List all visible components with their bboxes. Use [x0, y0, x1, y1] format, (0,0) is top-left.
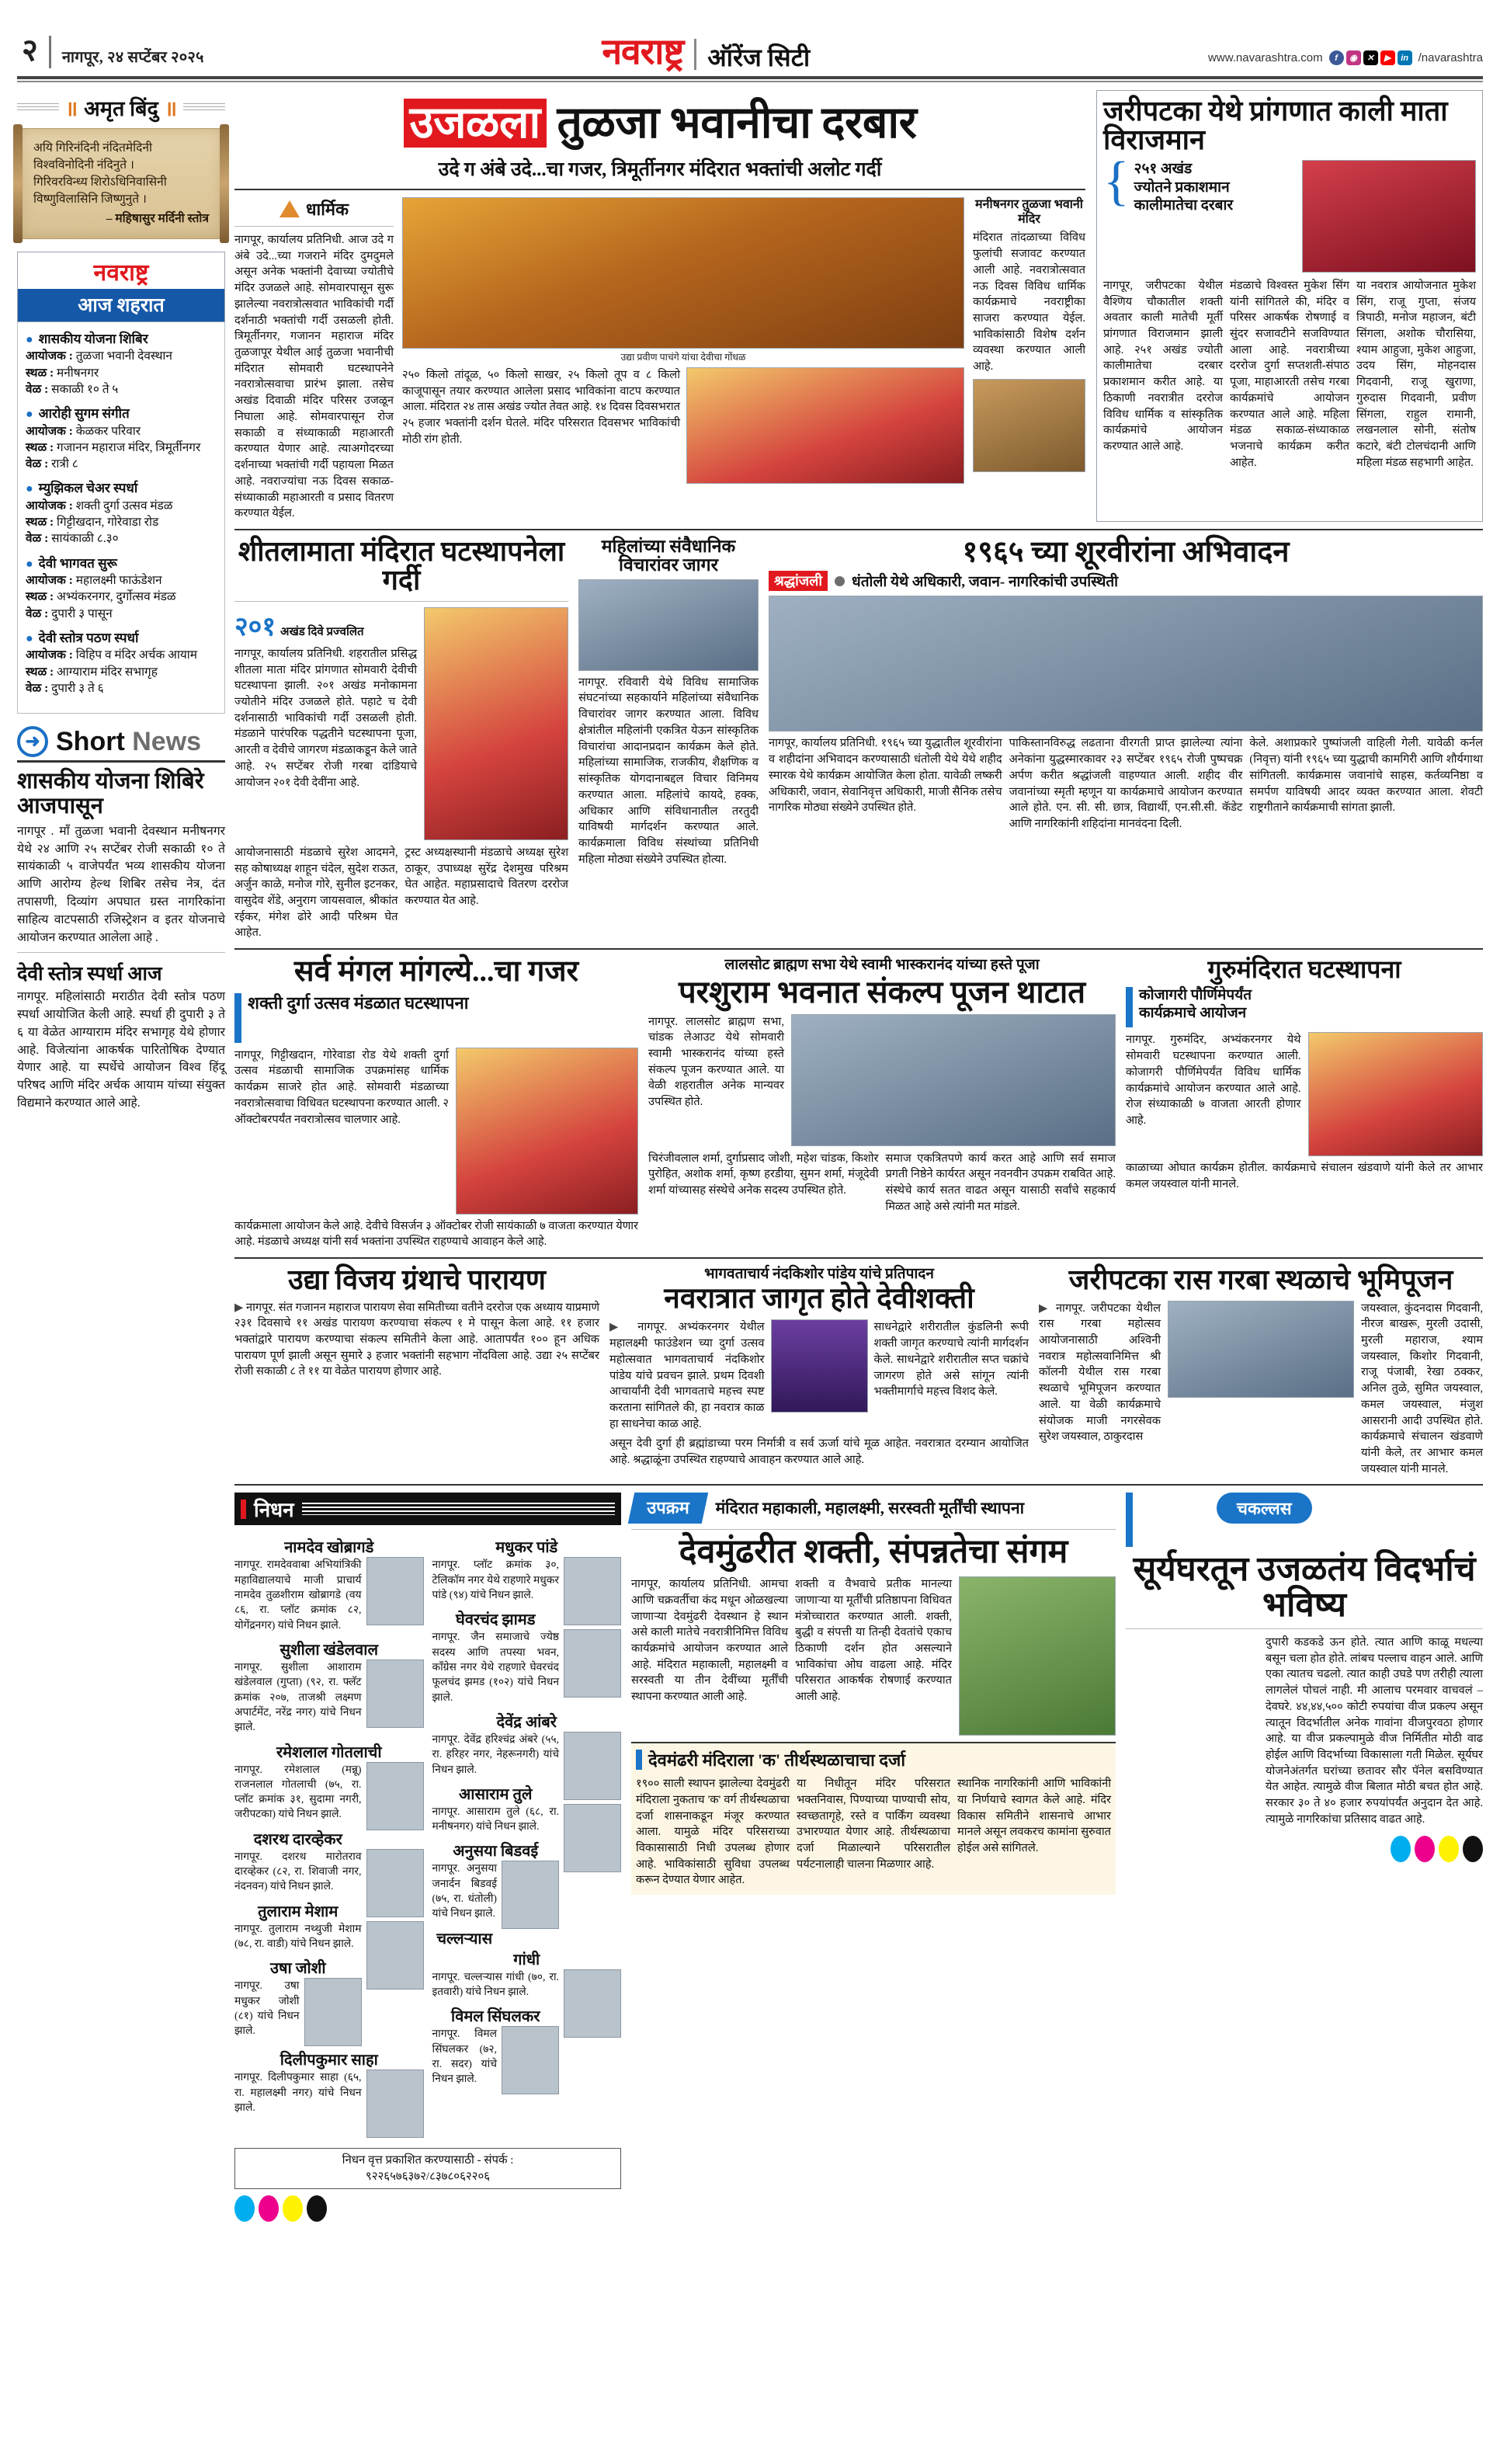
cmyk-registration-marks-right	[1126, 1836, 1483, 1862]
yellow-mark-icon	[283, 2195, 303, 2222]
brace-icon: {	[1103, 151, 1130, 211]
dateline: नागपूर, २४ सप्टेंबर २०२५	[61, 49, 204, 66]
sheetla-body-col3: ट्रस्ट अध्यक्षस्थानी मंडळाचे अध्यक्ष सुरेश ठाकूर, उपाध्यक्ष सुरेंद्र देशमुख परिश्रम घेत आहेत. महाप्रसादाचे वितरण दररोज करण्यात येत आहे.	[405, 846, 568, 907]
obituary-name: विमल सिंघलकर	[451, 2008, 540, 2026]
event-title: आरोही सुगम संगीत	[38, 406, 130, 422]
nidhan-title: निधन	[254, 1499, 294, 1522]
kali-kicker-2: ज्योतने प्रकाशमान	[1134, 179, 1230, 196]
obituary-text: नागपूर. प्लॉट क्रमांक ३०, टेलिकॉम नगर येथे राहणारे मधुकर पांडे (९४) यांचे निधन झाले.	[432, 1559, 559, 1601]
obituary-name: उषा जोशी	[270, 1960, 326, 1978]
upakram-tab-label: उपक्रम	[647, 1498, 689, 1518]
obituary-text: नागपूर. दशरथ मारोतराव दारव्हेकर (८२, रा. शिवाजी नगर, नंदनवन) यांचे निधन झाले.	[234, 1850, 362, 1892]
masthead-rule-thin	[17, 81, 1483, 82]
devishakti-photo	[771, 1319, 868, 1413]
today-city-header	[17, 252, 225, 322]
accent-bar	[1126, 987, 1133, 1027]
obituary-name: चल्लऱ्यास गांधी	[436, 1930, 540, 1969]
social-icons	[1329, 50, 1412, 65]
amrit-bindu-scroll	[19, 128, 224, 239]
granth-headline: उद्या विजय ग्रंथाचे पारायण	[288, 1264, 546, 1296]
organizer-value: तुळजा भवानी देवस्थान	[75, 349, 172, 363]
shakti-story	[234, 957, 638, 1250]
chakallas-body: दुपारी कडकडे ऊन होते. त्यात आणि काळू मधल्या बसून चला होत होते. लांबच पल्लाच वाहन आले. आणि एका त्यातच चढलो. त्यात काही उघडे पण तरीही त्याला लागलेलं पोचलं नाही. मी आलाच परमवार वाचवलं – देवघरे. ४४,४४,५०० कोटी रुपयांचा वीज प्रकल्प असून त्यातून विदर्भातील अनेक गावांना वीजपुरवठा होणार आहे. या वीज प्रकल्पामुळे वीज निर्मितीत मोठी वाढ होईल आणि विदर्भाच्या विकासाला गती मिळेल. सूर्यघर योजनेअंतर्गत घरांच्या छतावर सौर पॅनेल बसविण्यात येत आहेत. त्यामुळे वीज बिलात मोठी बचत होत आहे. सरकार ३० ते ४० हजार रुपयांपर्यंत अनुदान देत आहे. त्यामुळे नागरिकांचा प्रतिसाद वाढत आहे.	[1266, 1635, 1483, 1826]
cyan-mark-icon	[1391, 1836, 1411, 1862]
granth-body: नागपूर. संत गजानन महाराज पारायण सेवा समितीच्या वतीने दररोज एक अध्याय याप्रमाणे २३१ दिवसाचे ११ अखंड पारायण करण्याचा संकल्प १ मे पासून केला आहे. ११ हजार भक्तांद्वारे पारायण करण्याचा संकल्प समितीने केला आहे. आतापर्यंत १०० हून अधिक पारायण पूर्ण झाली असून सुमारे ३ हजार भक्तांनी सहभाग नोंदविला आहे. उद्या २५ सप्टेंबर रोजी सकाळी ८ ते ११ या वेळेत पारायण होणार आहे.	[234, 1301, 599, 1378]
obituary-name: देवेंद्र आंबरे	[496, 1713, 557, 1731]
time-label: वेळ :	[26, 532, 49, 546]
bullet-icon: ●	[26, 482, 33, 496]
shakti-photo	[456, 1048, 638, 1215]
garba-body-col2: जयस्वाल, कुंदनदास गिदवानी, नीरज बाखरू, मुरली उदासी, मुरली महाराज, श्याम जयस्वाल, किशोर गिदवानी, राजू पंजाबी, रेखा ठक्कर, अनिल तुळे, सुमित जयस्वाल, कमल जयस्वाल, मंजुश आसरानी आदी उपस्थित होते. कार्यक्रमाचे संचालन खंडवाणे यांनी केले, तर आभार कमल जयस्वाल यांनी मानले.	[1361, 1302, 1483, 1475]
upakram-sub-body-col2: या निधीतून मंदिर परिसरात भक्तनिवास, पिण्याच्या पाण्याची सोय, स्वच्छतागृहे, रस्ते व पार्किंग व्यवस्था उभारण्यात येणार आहे. तीर्थस्थळाचा दर्जा मिळाल्याने परिसरातील पर्यटनालाही चालना मिळणार आहे.	[797, 1778, 950, 1871]
obituary-text: नागपूर. उषा मधुकर जोशी (८१) यांचे निधन झाले.	[234, 1979, 300, 2037]
shraddhanjali-badge: श्रद्धांजली	[769, 571, 828, 591]
obituary-name: आसाराम तुले	[459, 1785, 533, 1803]
section-tag	[234, 197, 394, 221]
upakram-sub-body-col1: १९०० साली स्थापन झालेल्या देवमुंढरी मंदिराला नुकताच 'क' वर्ग तीर्थस्थळाचा दर्जा शासनाकडून मंजूर करण्यात आला. यामुळे मंदिर परिसराच्या विकासासाठी निधी उपलब्ध होणार आहे. भाविकांसाठी सुविधा उपलब्ध करून देण्यात येणार आहेत.	[636, 1778, 790, 1887]
obituary-name: नामदेव खोब्रागडे	[284, 1539, 374, 1557]
section-tag-label: धार्मिक	[306, 200, 349, 219]
upakram-body-col2: शक्ती व वैभवाचे प्रतीक मानल्या जाणाऱ्या या मूर्तींची प्रतिष्ठापना विधिवत मंत्रोच्चारात करण्यात आली. शक्ती, बुद्धी व संपत्ती या तिन्ही देवतांचे एकाच ठिकाणी दर्शन होत असल्याने भाविकांचा ओघ वाढला आहे. मंदिर परिसरात आकर्षक रोषणाई करण्यात आली आहे.	[795, 1578, 952, 1704]
masthead-brand	[204, 34, 1208, 71]
devishakti-body-col3: असून देवी दुर्गा ही ब्रह्मांडाच्या परम निर्मात्री व सर्व ऊर्जा यांचे मूळ आहेत. नवरात्रात दरम्यान आयोजित आहे. श्रद्धाळूंना उपस्थित राहण्याचे आवाहन करण्यात आले आहे.	[609, 1437, 1029, 1467]
devishakti-story	[609, 1266, 1029, 1477]
verse-line-2: विश्वविनोदिनी नंदिनुते ।	[33, 158, 134, 172]
time-value: सायंकाळी ८.३०	[51, 532, 119, 546]
time-value: दुपारी ३ ते ६	[51, 681, 104, 695]
danda-mark-left: ॥	[64, 97, 78, 120]
magenta-mark-icon	[259, 2195, 279, 2222]
obituary-photo	[366, 1762, 424, 1830]
kali-photo	[1302, 160, 1476, 273]
event-title: देवी भागवत सुरू	[38, 555, 117, 571]
shaheed-body-col1: नागपूर, कार्यालय प्रतिनिधी. १९६५ च्या युद्धातील शूरवीरांना व शहीदांना अभिवादन करण्यासाठी धंतोली येथे येथे शहीद स्मारक येथे कार्यक्रम आयोजित केला होता. यावेळी लष्करी अधिकारी, जवान, सेवानिवृत्त अधिकारी, माजी सैनिक तसेच नागरिक मोठ्या संख्येने उपस्थित होते.	[769, 737, 1002, 815]
event-item	[26, 405, 217, 472]
short-news-story	[17, 964, 225, 1112]
nidhan-section	[234, 1493, 621, 2221]
event-item	[26, 330, 217, 398]
kali-headline: जरीपटका येथे प्रांगणात काली माता विराजमान	[1103, 96, 1448, 156]
time-label: वेळ :	[26, 382, 49, 396]
amrit-bindu-title: अमृत बिंदु	[84, 97, 158, 120]
x-twitter-icon[interactable]: ✕	[1363, 50, 1378, 65]
venue-label: स्थळ :	[26, 516, 54, 530]
lead-col-1	[234, 197, 394, 522]
lead-body-col2: २५० किलो तांदूळ, ५० किलो साखर, २५ किलो तूप व ८ किलो काजूपासून तयार करण्यात आलेला प्रसाद भाविकांना वाटप करण्यात आला. मंदिरात २४ तास अखंड ज्योत तेवत आहे. १४ दिवस दिवसभरात २५ हजार भक्तांनी दर्शन घेतले. मंदिर परिसरात दिवसभर भाविकांची मोठी रांग होती.	[402, 369, 680, 446]
main-content	[234, 90, 1483, 2222]
shaheed-photo	[769, 596, 1483, 732]
short-news-header	[17, 726, 225, 757]
band-divider-4	[234, 1484, 1483, 1486]
obituary-name: अनुसया बिडवई	[453, 1843, 539, 1861]
shakti-kicker: शक्ती दुर्गा उत्सव मंडळात घटस्थापना	[248, 992, 469, 1013]
bullet-icon: ●	[26, 408, 33, 422]
today-events-list	[17, 322, 225, 714]
flame-icon	[280, 200, 300, 217]
obituary-text: नागपूर. चल्लऱ्यास गांधी (७०, रा. इतवारी) यांचे निधन झाले.	[432, 1970, 559, 1998]
facebook-icon[interactable]: f	[1329, 50, 1344, 65]
obituary-photo	[564, 1732, 621, 1800]
lead-photo-caption-1: मनीषनगर तुळजा भवानी मंदिर	[975, 198, 1083, 227]
mahila-headline: महिलांच्या संवैधानिक विचारांवर जागर	[601, 536, 736, 575]
obituary-name: दिलीपकुमार साहा	[280, 2052, 378, 2070]
bullet-icon: ●	[26, 631, 33, 645]
obituary-photo	[366, 1557, 424, 1625]
story-body: नागपूर. महिलांसाठी मराठीत देवी स्तोत्र पठण स्पर्धा आयोजित केली आहे. स्पर्धा ही दुपारी ३ ते ६ या वेळेत आग्याराम मंदिर सभागृह येथे होणार आहे. विजेत्यांना आकर्षक पारितोषिक देण्यात येणार आहे. या स्पर्धेचे आयोजन विश्व हिंदू परिषद आणि मंदिर अर्चक आयाम यांच्या संयुक्त विद्यमाने करण्यात आले आहे.	[17, 990, 225, 1110]
lead-body-col3: मंदिरात तांदळाच्या विविध फुलांची सजावट करण्यात आली आहे. नवरात्रोत्सवात नऊ दिवस विविध धार्मिक कार्यक्रमाचे नवराष्ट्रीका साजरा करण्यात येईल. भाविकांसाठी विशेष दर्शन व्यवस्था करण्यात आली आहे.	[973, 231, 1085, 374]
organizer-value: विहिप व मंदिर अर्चक आयाम	[75, 648, 197, 662]
guru-story	[1126, 957, 1483, 1250]
chakallas-pill: चकल्लस	[1217, 1493, 1312, 1524]
arrow-icon: ▶	[609, 1321, 627, 1334]
guru-kicker-2: कार्यक्रमाचे आयोजन	[1139, 1005, 1247, 1022]
upakram-kicker: मंदिरात महाकाली, महालक्ष्मी, सरस्वती मूर्तींची स्थापना	[715, 1499, 1025, 1518]
devishakti-body-col2: साधनेद्वारे शरीरातील कुंडलिनी रूपी शक्ती जागृत करण्याचे त्यांनी मार्गदर्शन केले. साधनेद्वारे शरीरातील सप्त चक्रांचे जागरण होते असे सांगून त्यांनी भक्तीमार्गाचे महत्त्व विशद केले.	[873, 1321, 1029, 1399]
today-bar-title: आज शहरात	[18, 289, 224, 321]
sheetla-headline: शीतलामाता मंदिरात घटस्थापनेला गर्दी	[238, 535, 565, 596]
organizer-value: केळकर परिवार	[75, 424, 141, 438]
obituary-photo	[366, 1849, 424, 1917]
today-brand: नवराष्ट्र	[93, 260, 149, 286]
nidhan-contact-box	[234, 2148, 621, 2189]
organizer-value: शक्ती दुर्गा उत्सव मंडळ	[75, 499, 173, 513]
parshuram-story	[648, 957, 1116, 1250]
masthead-rule	[17, 76, 1483, 79]
obituary-name: तुलाराम मेशाम	[258, 1903, 339, 1920]
obituary-entry	[234, 1536, 424, 1632]
chakallas-headline: सूर्यघरतून उजळतंय विदर्भाचं भविष्य	[1133, 1550, 1476, 1625]
obituary-text: नागपूर. रमेशलाल (मन्नू) राजनलाल गोतलाची (७५, रा. प्लॉट क्रमांक ३१, सुदामा नगरी, जरीपटका) यांचे निधन झाले.	[234, 1763, 362, 1820]
obituary-entry	[234, 1828, 424, 1894]
obituary-name: घेवरचंद झामड	[456, 1611, 536, 1629]
tag-divider	[234, 226, 394, 227]
time-value: दुपारी ३ पासून	[51, 606, 113, 620]
obituary-name: सुशीला खंडेलवाल	[280, 1641, 379, 1659]
obituary-text: नागपूर. आसाराम तुले (६८, रा. मनीषनगर) यांचे निधन झाले.	[432, 1805, 559, 1833]
organizer-value: महालक्ष्मी फाऊंडेशन	[75, 574, 162, 588]
parshuram-kicker: लालसोट ब्राह्मण सभा येथे स्वामी भास्करानंद यांच्या हस्ते पूजा	[724, 957, 1040, 974]
black-mark-icon	[307, 2195, 327, 2222]
obituary-photo	[366, 1921, 424, 1990]
band-divider-2	[234, 948, 1483, 950]
venue-value: मनीषनगर	[57, 366, 99, 380]
obituary-photo	[502, 2026, 559, 2094]
obituary-text: नागपूर. तुलाराम नथ्थुजी मेशाम (७८, रा. वाडी) यांचे निधन झाले.	[234, 1922, 362, 1950]
obituary-entry	[432, 1536, 622, 1602]
upakram-photo	[959, 1576, 1116, 1736]
yellow-mark-icon	[1439, 1836, 1459, 1862]
devishakti-body-col1: नागपूर. अभ्यंकरनगर येथील महालक्ष्मी फाउंडेशन च्या दुर्गा उत्सव महोत्सवात भागवताचार्य नंदकिशोर पांडेय यांचे प्रवचन झाले. प्रथम दिवशी आचार्यांनी देवी भागवताचे महत्त्व स्पष्ट करताना सांगितले की, हा नवरात्र काळ हा साधनेचा काळ आहे.	[609, 1321, 765, 1430]
band-divider-3	[234, 1257, 1483, 1259]
masthead-links	[1208, 50, 1483, 71]
short-news-label-a: Short	[56, 726, 125, 756]
shakti-body-col1: नागपूर, गिट्टीखदान, गोरेवाडा रोड येथे शक्ती दुर्गा उत्सव मंडळाची सामाजिक उपक्रमांसह धार्मिक कार्यक्रम साजरे होत आहे. सोमवारी मंडळाच्या नवरात्रोत्सवाचा विधिवत घटस्थापना करण्यात आली. २ ऑक्टोबरपर्यंत नवरात्रोत्सव चालणार आहे.	[234, 1048, 449, 1126]
organizer-label: आयोजक :	[26, 648, 73, 662]
amrit-bindu-header	[17, 90, 225, 123]
accent-bar	[636, 1750, 642, 1770]
red-mark-icon	[241, 1500, 246, 1519]
nidhan-header	[234, 1493, 621, 1525]
organizer-label: आयोजक :	[26, 424, 73, 438]
black-mark-icon	[1463, 1836, 1483, 1862]
obituary-photo	[564, 1629, 621, 1698]
kali-body-col3: या नवरात्र आयोजनात मुकेश सिंग, राजू गुप्ता, संजय त्रिपाठी, मनोज महाजन, बंटी सिंगला, अशोक चौरासिया, श्याम आहुजा, मुकेश आहुजा, उदय सिंग, मोहनदास गिदवानी, राजू खुराणा, गुरुदास गिदवानी, प्रवीण सिंगला, राहुल रामानी, लखनलाल सोनी, संतोष कटारे, बंटी टोलचंदानी आणि महिला मंडळ सहभागी आहेत.	[1356, 279, 1476, 469]
time-label: वेळ :	[26, 457, 49, 471]
decor-lines-right	[183, 103, 225, 113]
obituary-text: नागपूर. देवेंद्र हरिश्चंद्र अंबरे (५५, रा. हरिहर नगर, नेहरूनगरी) यांचे निधन झाले.	[432, 1732, 559, 1775]
upakram-story	[631, 1493, 1116, 2221]
venue-value: गजानन महाराज मंदिर, त्रिमूर्तीनगर	[57, 440, 201, 454]
band-divider-1	[234, 529, 1483, 530]
verse-line-4: विष्णुविलासिनि जिष्णुनुते ।	[33, 193, 147, 206]
obituary-name: मधुकर पांडे	[495, 1539, 558, 1557]
organizer-label: आयोजक :	[26, 349, 73, 363]
time-label: वेळ :	[26, 606, 49, 620]
venue-label: स्थळ :	[26, 440, 54, 454]
venue-value: अभ्यंकरनगर, दुर्गोत्सव मंडळ	[57, 590, 176, 604]
edition-name: ऑरेंज सिटी	[707, 43, 811, 71]
page-number: २	[22, 33, 38, 68]
shakti-headline: सर्व मंगल मांगल्ये...चा गजर	[293, 955, 579, 989]
upakram-body-col1: नागपूर, कार्यालय प्रतिनिधी. आमचा आणि चक्रवर्तीचा कंद मधून ओळखल्या जाणाऱ्या देवमुंढरी देवस्थान हे स्थान असे काली मातेचे नवरात्रीनिमित्त विविध कार्यक्रमांचे आयोजन करण्यात आले आहे. मंदिरात महाकाली, महालक्ष्मी व सरस्वती या तीन देवींच्या मूर्तींची स्थापना करण्यात आली आहे.	[631, 1578, 788, 1704]
verse-source: – महिषासुर मर्दिनी स्तोत्र	[106, 212, 209, 225]
brand-divider	[694, 39, 696, 70]
masthead	[17, 11, 1483, 71]
organizer-label: आयोजक :	[26, 574, 73, 588]
short-news-story	[17, 769, 225, 947]
venue-label: स्थळ :	[26, 590, 54, 604]
mahila-body: नागपूर. रविवारी येथे विविध सामाजिक संघटनांच्या सहकार्याने महिलांच्या संवैधानिक विचारांवर जागर करण्यात आला. विविध क्षेत्रांतील महिलांनी एकत्रित येऊन सांस्कृतिक विचारांचा आदानप्रदान कार्यक्रम केले होते. महिलांच्या सामाजिक, राजकीय, शैक्षणिक व सांस्कृतिक योगदानाबद्दल विचार विनिमय करण्यात आला. महिलांचे कायदे, हक्क, अधिकार आणि संविधानातील तरतुदी याविषयी मार्गदर्शन करण्यात आले. कार्यक्रमाला विविध संस्थांच्या प्रतिनिधी महिला मोठ्या संख्येने उपस्थित होत्या.	[578, 676, 759, 866]
chakallas-section	[1126, 1493, 1483, 2221]
sheetla-body-col1: नागपूर, कार्यालय प्रतिनिधी. शहरातील प्रसिद्ध शीतला माता मंदिर प्रांगणात सोमवारी देवीची घटस्थापना झाली. २०१ अखंड मनोकामना ज्योतीने मंदिर उजळले होते. पहाटे च देवी दर्शनासाठी भाविकांची गर्दी उसळली होती. मंडळाने पारंपरिक पद्धतीने घटस्थापना पूजा, आरती व देवीचे जागरण मंडळाकडून केले जाते आहे. २५ सप्टेंबर रोजी गरबा दांडियाचे आयोजन २०१ देवी देवींना आहे.	[234, 647, 417, 789]
lead-story	[234, 90, 1085, 522]
venue-label: स्थळ :	[26, 665, 54, 679]
sheetla-photo	[424, 607, 568, 840]
garba-photo	[1168, 1301, 1354, 1398]
obituary-entry	[234, 1741, 424, 1822]
nidhan-contact-note: निधन वृत्त प्रकाशित करण्यासाठी - संपर्क :	[342, 2154, 514, 2167]
parshuram-photo	[791, 1014, 1116, 1146]
obituary-photo	[564, 1804, 621, 1872]
lead-photo-devi	[686, 367, 964, 484]
shaheed-body-col3: केले. अशाप्रकारे पुष्पांजली वाहिली गेली. यावेळी कर्नल (निवृत्त) यांनी १९६५ च्या युद्धाची कामगिरी आणि शौर्यगाथा सांगितली. कार्यक्रमास जवानांचे साहस, कर्तव्यनिष्ठा व समर्पण याविषयी आदर व्यक्त करण्यात आला. शेवटी राष्ट्रगीताने कार्यक्रमाची सांगता झाली.	[1249, 737, 1483, 815]
social-handle[interactable]: /navarashtra	[1418, 51, 1483, 64]
website-url[interactable]: www.navarashtra.com	[1208, 51, 1323, 64]
sheetla-body-col2: आयोजनासाठी मंडळाचे सुरेश आदमने, सह कोषाध्यक्ष शाहून चंदेल, सुदेश राऊत, अर्जुन काळे, मनोज गोरे, सुनील इटनकर, वासुदेव शेंडे, अनुराग जायसवाल, श्रीकांत रईकर, मंगेश ढोरे आदी परिश्रम घेत आहेत.	[234, 846, 398, 940]
left-rail	[17, 90, 225, 2222]
arrow-circle-icon	[17, 726, 48, 757]
upakram-tab	[628, 1493, 708, 1524]
obituary-text: नागपूर. जैन समाजाचे ज्येष्ठ सदस्य आणि तपस्या भवन, काँग्रेस नगर येथे राहणारे घेवरचंद फूलचंद झमड (१०२) यांचे निधन झाले.	[432, 1631, 559, 1703]
mahila-photo	[578, 579, 759, 671]
instagram-icon[interactable]: ◉	[1346, 50, 1361, 65]
shaheed-kicker: धंतोली येथे अधिकारी, जवान- नागरिकांची उपस्थिती	[852, 574, 1119, 591]
nidhan-col-left	[234, 1530, 424, 2140]
garba-body-col1: नागपूर. जरीपटका येथील रास गरबा महोत्सव आयोजनासाठी अश्विनी नवरात्र महोत्सवानिमित्त श्री कॉलनी येथील रास गरबा स्थळाचे भूमिपूजन करण्यात आले. या वेळी कार्यक्रमाचे संयोजक माजी नगरसेवक सुरेश जयस्वाल, ठाकुरदास	[1039, 1302, 1161, 1444]
obituary-text: नागपूर. दिलीपकुमार साहा (६५, रा. महालक्ष्मी नगर) यांचे निधन झाले.	[234, 2071, 362, 2113]
event-item	[26, 479, 217, 547]
obituary-photo	[502, 1861, 559, 1929]
story-headline: शासकीय योजना शिबिरे आजपासून	[17, 769, 204, 819]
obituary-photo	[366, 2070, 424, 2138]
bullet-icon: ●	[26, 557, 33, 571]
parshuram-body-col2: समाज एकत्रितपणे कार्य करत आहे आणि सर्व समाज प्रगती निष्ठेने कार्यरत असून नवनवीन उपक्रम राबवित आहे. संस्थेचे कार्य सतत वाढत असून यासाठी सर्वांचे सहकार्य मिळत आहे असे त्यांनी मत मांडले.	[885, 1152, 1116, 1213]
devishakti-headline: नवरात्रात जागृत होते देवीशक्ती	[664, 1282, 974, 1315]
garba-headline: जरीपटका रास गरबा स्थळाचे भूमिपूजन	[1068, 1264, 1453, 1296]
upakram-sub-body-col3: स्थानिक नागरिकांनी आणि भाविकांनी या निर्णयाचे स्वागत केले आहे. मंदिर विकास समितीने शासनाचे आभार मानले असून लवकरच कामांना सुरुवात होईल असे सांगितले.	[957, 1778, 1111, 1855]
obituary-name: रमेशलाल गोतलाची	[276, 1743, 382, 1761]
obituary-entry	[432, 1927, 622, 2000]
decor-lines	[302, 1503, 615, 1515]
obituary-entry	[234, 2045, 424, 2115]
devishakti-kicker: भागवताचार्य नंदकिशोर पांडेय यांचे प्रतिपादन	[704, 1266, 934, 1283]
accent-bar	[1126, 1493, 1133, 1547]
garba-story	[1039, 1266, 1483, 1477]
obituary-text: नागपूर. सुशीला आशाराम खंडेलवाल (गुप्ता) (९२, रा. फ्लॅट क्रमांक २०७, ताजश्री लक्ष्मण अपार्टमेंट, नरेंद्र नगर) यांचे निधन झाले.	[234, 1660, 362, 1733]
newspaper-logo: नवराष्ट्र	[602, 32, 684, 71]
obituary-entry	[234, 1639, 424, 1735]
short-news-label-b: News	[132, 726, 202, 756]
sheetla-divider	[234, 601, 568, 602]
kali-kicker-1: २५१ अखंड	[1134, 160, 1193, 177]
obituary-text: नागपूर. विमल सिंघलकर (७२, रा. सदर) यांचे निधन झाले.	[432, 2028, 497, 2085]
nidhan-col-right	[432, 1530, 622, 2140]
shaheed-story	[769, 537, 1483, 941]
obituary-name: दशरथ दारव्हेकर	[253, 1830, 342, 1848]
lead-subhead: उदे ग अंबे उदे...चा गजर, त्रिमूर्तीनगर मंदिरात भक्तांची अलोट गर्दी	[438, 159, 882, 180]
lead-headline	[234, 90, 1085, 151]
venue-value: आग्याराम मंदिर सभागृह	[57, 665, 158, 679]
time-value: सकाळी १० ते ५	[51, 382, 119, 396]
cartoon-illustration	[1141, 1493, 1209, 1544]
arrow-icon: ▶	[1039, 1302, 1050, 1315]
kali-body-col1: नागपूर, जरीपटका येथील वैश्णिय चौकातील शक्ती अवतार काली मातेची मूर्ती प्रांगणात विराजमान झाली आहे. २५१ अखंड ज्योती कालीमातेचा दरबार प्रकाशमान करीत आहे. या ठिकाणी नवरात्रीत दररोज विविध धार्मिक व सांस्कृतिक कार्यक्रमांचे आयोजन करण्यात आले आहे.	[1103, 279, 1223, 454]
event-item	[26, 554, 217, 622]
parshuram-headline: परशुराम भवनात संकल्प पूजन थाटात	[678, 974, 1086, 1010]
sheetla-counter-text: अखंड दिवे प्रज्वलित	[280, 625, 364, 638]
danda-mark-right: ॥	[164, 97, 178, 120]
guru-photo	[1308, 1032, 1484, 1156]
guru-body-col2: काळाच्या ओघात कार्यक्रम होतील. कार्यक्रमाचे संचालन खंडवाणे यांनी केले तर आभार कमल जयस्वाल यांनी मानले.	[1126, 1162, 1483, 1191]
venue-value: गिट्टीखदान, गोरेवाडा रोड	[57, 516, 159, 530]
verse-line-3: गिरिवरविन्ध्य शिरोऽधिनिवासिनी	[33, 176, 167, 189]
sheetla-story	[234, 537, 568, 941]
obituary-photo	[304, 1978, 362, 2046]
chakallas-divider	[1126, 1628, 1483, 1629]
shaheed-body-col2: पाकिस्तानविरुद्ध लढताना वीरगती प्राप्त झालेल्या त्यांना अनेकांना युद्धस्मारकावर २३ सप्टेंबर १९६५ रोजी पुष्पचक्र अर्पण करीत श्रद्धांजली वाहण्यात आली. शहीद वीर जवानांच्या स्मृती म्हणून या कार्यक्रमाचे आयोजन करण्यात आले होते. एन. सी. सी. छात्र, विद्यार्थी, एन.सी.सी. कॅडेट आणि नागरिकांनी शहिदांना मानवंदना दिली.	[1009, 737, 1243, 831]
linkedin-icon[interactable]: in	[1398, 50, 1412, 65]
lead-photo-caption-2: उद्या प्रवीण पाचंगे यांचा देवीचा गोंधळ	[620, 352, 746, 363]
kali-story	[1096, 90, 1483, 522]
kali-body-col2: मंडळाचे विश्वस्त मुकेश सिंग यांनी सांगितले की, मंदिर व परिसर आकर्षक रोषणाई व सुंदर सजावटीने सजविण्यात आला आहे. नवरात्रीच्या दररोज दुर्गा सप्तशती-संपाठ पूजा, माहाआरती तसेच गरबा कार्यक्रमांचे आयोजन करण्यात आले आहे. महिला मंडळ सकाळ-संध्याकाळ भजनाचे कार्यक्रम करीत आहेत.	[1230, 279, 1349, 469]
obituary-entry	[432, 1711, 622, 1777]
organizer-label: आयोजक :	[26, 499, 73, 513]
magenta-mark-icon	[1415, 1836, 1435, 1862]
upakram-headline: देवमुंढरीत शक्ती, संपन्नतेचा संगम	[679, 1534, 1068, 1571]
event-item	[26, 629, 217, 697]
guru-kicker-1: कोजागरी पौर्णिमेपर्यंत	[1139, 987, 1252, 1004]
story-body: नागपूर . माँ तुळजा भवानी देवस्थान मनीषनगर येथे २४ आणि २५ सप्टेंबर रोजी सकाळी १० ते सायंकाळी ५ वाजेपर्यंत भव्य शासकीय योजना आणि आरोग्य हेल्थ शिबिर तसेच नेत्र, दंत तपासणी, दिव्यांग अपघात ग्रस्त नागरिकांना साहित्य वाटपसाठी रजिस्ट्रेशन व इतर योजनाचे आयोजन करण्यात आलेला आहे .	[17, 824, 225, 944]
lead-photo-temple	[402, 197, 964, 349]
event-title: देवी स्तोत्र पठण स्पर्धा	[38, 630, 139, 645]
time-value: रात्री ८	[51, 457, 78, 471]
accent-bar	[234, 993, 241, 1043]
lead-headline-highlight: उजळला	[404, 99, 547, 148]
parshuram-body-col1: नागपूर. लालसोट ब्राह्मण सभा, चांडक लेआउट येथे सोमवारी स्वामी भास्करानंद यांच्या हस्ते संकल्प पूजन करण्यात आले. या वेळी शहरातील अनेक मान्यवर उपस्थित होते.	[648, 1015, 784, 1109]
shakti-body-col2: कार्यक्रमाला आयोजन केले आहे. देवीचे विसर्जन ३ ऑक्टोबर रोजी सायंकाळी ७ वाजता करण्यात येणार आहे. मंडळाचे अध्यक्ष यांनी सर्व भक्तांना उपस्थित राहण्याचे आवाहन केले आहे.	[234, 1219, 638, 1249]
guru-body-col1: नागपूर. गुरुमंदिर, अभ्यंकरनगर येथे सोमवारी घटस्थापना करण्यात आली. कोजागरी पौर्णिमेपर्यंत विविध धार्मिक कार्यक्रमांचे आयोजन करण्यात आले आहे. रोज संध्याकाळी ७ वाजता आरती होणार आहे.	[1126, 1034, 1301, 1127]
bullet-icon: ●	[26, 333, 33, 346]
event-title: शासकीय योजना शिबिर	[38, 332, 148, 346]
decor-lines-left	[17, 103, 59, 113]
bullet-icon	[835, 576, 845, 586]
short-news-rule	[17, 760, 225, 763]
lead-photo-hall	[973, 379, 1085, 472]
shaheed-headline: १९६५ च्या शूरवीरांना अभिवादन	[962, 535, 1290, 568]
obituary-text: नागपूर. अनुसया जनार्दन बिडवई (७५, रा. धंतोली) यांचे निधन झाले.	[432, 1862, 497, 1920]
lead-headline-rest: तुळजा भवानीचा दरबार	[557, 99, 917, 148]
lead-col-3	[973, 197, 1085, 522]
lead-body-col1: नागपूर, कार्यालय प्रतिनिधी. आज उदे ग अंबे उदे...च्या गजराने मंदिर दुमदुमले असून अनेक भक्तांनी देवाच्या ज्योतीचे मंदिर उजळले आहे. सोमवारपासून सुरू झालेल्या नवरात्रोत्सवात भाविकांची गर्दी दर्शनाठी भक्तांची गर्दी उसळली होती. त्रिमूर्तीनगर, गजानन महाराज मंदिर तुळजापूर येथील आई तुळजा भवानीची मंदिरात सोमवारी घटस्थापनेने नवरात्रोत्सवाचा प्रारंभ झाला. तसेच अखंड दिवाळी मंदिर परिसर उजळून निघाला आहे. सोमवारपासून रोज सकाळी व संध्याकाळी महाआरती करण्यात येणार आहे. त्याअगोदरच्या दर्शनाच्या भक्तांची गर्दी पहायला मिळत आहे. नवराज्यांचा नऊ दिवस सकाळ-संध्याकाळी महाआरती व प्रसाद वितरण करण्यात येईल.	[234, 234, 394, 520]
time-label: वेळ :	[26, 681, 49, 695]
sheetla-counter: २०१	[234, 612, 276, 641]
obituary-photo	[366, 1659, 424, 1728]
story-headline: देवी स्तोत्र स्पर्धा आज	[17, 964, 162, 985]
cmyk-registration-marks	[234, 2195, 621, 2222]
lead-col-2	[402, 197, 964, 522]
nidhan-contact-phone: ९२२६५७६३७२/८३७८०६२२०६	[365, 2170, 491, 2183]
chakallas-cartoon	[1126, 1635, 1258, 1809]
upakram-divider	[631, 1529, 1116, 1530]
kali-kicker-3: कालीमातेचा दरबार	[1134, 197, 1234, 214]
venue-label: स्थळ :	[26, 366, 54, 380]
verse-line-1: अयि गिरिनंदिनी नंदितमेदिनी	[33, 141, 152, 155]
cyan-mark-icon	[234, 2195, 255, 2222]
arrow-icon: ▶	[234, 1301, 244, 1314]
mahila-story	[578, 537, 759, 941]
youtube-icon[interactable]: ▶	[1380, 50, 1395, 65]
obituary-text: नागपूर. रामदेववाबा अभियांत्रिकी महाविद्यालयाचे माजी प्राचार्य नामदेव तुळशीराम खोब्रागडे (वय ८६, रा. प्लॉट क्रमांक ८२, योगेंद्रनगर) यांचे निधन झाले.	[234, 1559, 362, 1631]
event-title: म्युझिकल चेअर स्पर्धा	[38, 481, 138, 496]
parshuram-caption-names: चिरंजीवलाल शर्मा, दुर्गाप्रसाद जोशी, महेश चांडक, किशोर पुरोहित, अशोक शर्मा, कृष्ण हरडीया, सुमन शर्मा, मंजूदेवी शर्मा यांच्यासह संस्थेचे अनेक सदस्य उपस्थित होते.	[648, 1152, 879, 1197]
granth-story	[234, 1266, 599, 1477]
upakram-sub-headline: देवमंढरी मंदिराला 'क' तीर्थस्थळाचाचा दर्जा	[648, 1750, 906, 1771]
lead-divider	[234, 189, 1085, 190]
guru-headline: गुरुमंदिरात घटस्थापना	[1207, 955, 1401, 984]
section-divider	[17, 952, 225, 953]
obituary-photo	[564, 1969, 621, 2038]
obituary-photo	[564, 1557, 621, 1625]
